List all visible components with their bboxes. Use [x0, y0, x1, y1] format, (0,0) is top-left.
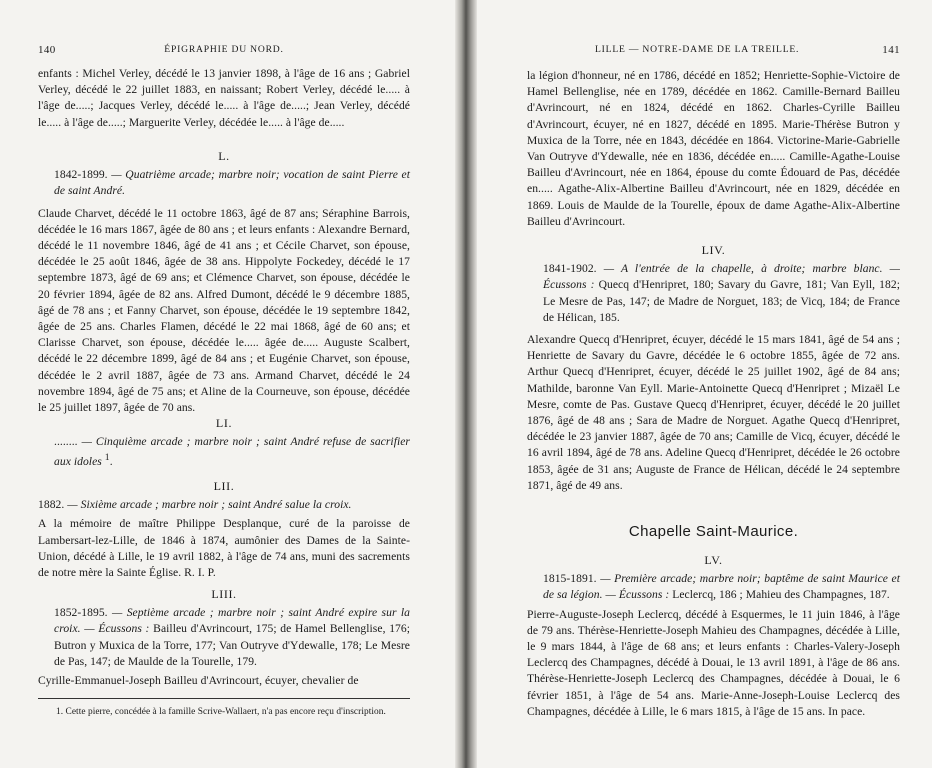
footnote-marker: 1	[104, 452, 110, 464]
ecussons-list: Quecq d'Henripret, 180; Savary du Gavre, 181; Van Eyll, 182; Le Mesre de Pas, 147; de Madre de Norguet, 183; de Vicq, 184; de France de Hélican, 185.	[543, 278, 900, 324]
section-date: 1842-1899.	[54, 168, 108, 182]
section-heading	[38, 434, 410, 470]
left-running-title: ÉPIGRAPHIE DU NORD.	[164, 44, 284, 55]
section-tail: .	[109, 455, 113, 469]
section-number: LII.	[213, 479, 235, 493]
section-LV	[527, 552, 900, 720]
continuation-text: enfants : Michel Verley, décédé le 13 janvier 1898, à l'âge de 16 ans ; Gabriel Verley, décédé le 22 juillet 1883, en naissant; Robert Verley, décédé le..... à l'âge de.....; Jacques Verley, décédé le..... à l'âge de.....; Jean Verley, décédé le..... à l'âge de.....; Marguerite Verley, décédée le..... à l'âge de.....	[38, 67, 410, 129]
section-date: 1841-1902.	[543, 262, 597, 276]
footnote-rule	[38, 698, 410, 699]
section-heading	[527, 261, 900, 326]
ecussons-list: Bailleu d'Avrincourt, 175; de Hamel Bellenglise, 176; Butron y Muxica de la Torre, 177; Van Outryve d'Ydewalle, 178; Le Mesre de Pas, 147; de Maulde de la Tourelle, 179.	[54, 622, 411, 668]
section-body: Pierre-Auguste-Joseph Leclercq, décédé à Esquermes, le 11 juin 1846, à l'âge de 79 ans. Thérèse-Henriette-Joseph Mahieu des Champagnes, décédée à Lille, le 9 mars 1844, à l'âge de 68 ans; et leurs enfants : Charles-Valery-Joseph Leclercq des Champagnes, décédé à Douai, le 13 avril 1891, à l'âge de 86 ans. Thérèse-Henriette-Joseph Leclercq des Champagnes, décédée à Douai, le 6 février 1851, à l'âge de 54 ans. Marie-Anne-Joseph-Louise Leclercq des Champagnes, décédée à Lille, le 6 mars 1815, à l'âge de 15 ans. In pace.	[527, 607, 900, 718]
section-body: Alexandre Quecq d'Henripret, écuyer, décédé le 15 mars 1841, âgé de 54 ans ; Henriette de Savary du Gavre, décédée le 6 octobre 1855, âgée de 72 ans. Arthur Quecq d'Henripret, écuyer, décédé le 25 juillet 1902, âgé de 84 ans; Mathilde, baronne Van Eyll. Marie-Antoinette Quecq d'Henripret ; Mizaël Le Mesre, comte de Pas. Gustave Quecq d'Henripret, écuyer, décédé le 20 juillet 1876, âgé de 48 ans ; Sara de Madre de Norguet. Agathe Quecq d'Henripret, décédée le 23 janvier 1887, âgée de 70 ans; Camille de Vicq, écuyer, décédé le 16 avril 1894, âgé de 78 ans. Adeline Quecq d'Henripret, décédée le 26 octobre 1853, âgée de 31 ans; Auguste de France de Hélican, décédé le 24 septembre 1871, âgé de 49 ans.	[527, 333, 900, 492]
section-heading	[527, 571, 900, 603]
ecussons-list: Leclercq, 186 ; Mahieu des Champagnes, 187.	[672, 588, 890, 602]
section-heading	[38, 497, 410, 513]
left-continuation	[38, 66, 410, 131]
left-page-number: 140	[38, 44, 56, 56]
book-gutter	[455, 0, 477, 768]
left-running-head	[38, 42, 410, 56]
section-number: LV.	[704, 553, 723, 567]
section-LI	[38, 415, 410, 470]
right-running-head	[527, 42, 900, 56]
ecussons-label: Écussons :	[98, 622, 150, 636]
section-date: 1815-1891.	[543, 572, 597, 586]
section-description: — Septième arcade ; marbre noir ; saint André expire sur la croix. —	[54, 606, 410, 636]
section-heading	[38, 605, 410, 670]
footnote-text: 1. Cette pierre, concédée à la famille Scrive-Wallaert, n'a pas encore reçu d'inscription.	[56, 707, 386, 717]
section-number: L.	[218, 149, 230, 163]
section-number: LIV.	[701, 243, 726, 257]
ecussons-label: Écussons :	[543, 278, 595, 292]
section-date: 1852-1895.	[54, 606, 108, 620]
section-description: — Première arcade; marbre noir; baptême de saint Maurice et de sa légion. —	[543, 572, 900, 602]
section-L	[38, 148, 410, 416]
section-body: A la mémoire de maître Philippe Desplanque, curé de la paroisse de Lambersart-lez-Lille, de 1846 à 1874, aumônier des Dames de la Sainte-Union, décédé à Lille, le 19 avril 1882, à l'âge de 74 ans, muni des sacrements de notre mère la Sainte Église. R. I. P.	[38, 517, 410, 580]
continuation-text: la légion d'honneur, né en 1786, décédé en 1852; Henriette-Sophie-Victoire de Hamel Bellenglise, née en 1789, décédée en 1862. Camille-Bernard Bailleu d'Avrincourt, né en 1824, décédé en 1862. Charles-Cyrille Bailleu d'Avrincourt, écuyer, né en 1827, décédé en 1895. Marie-Thérèse Butron y Muxica de la Torre, née en 1843, décédée en 1864. Victorine-Marie-Gabrielle Van Outryve d'Ydewalle, née en 1836, décédée en..... Camille-Agathe-Louise Bailleu d'Avrincourt, née en 1864, épouse du comte Édouard de Pas, décédée en..... Agathe-Alix-Albertine Bailleu d'Avrincourt, née en 1829, décédée en 1869. Louis de Maulde de la Tourelle, époux de dame Agathe-Alix-Albertine Bailleu d'Avrincourt.	[527, 69, 900, 228]
section-LII	[38, 478, 410, 581]
section-description: — A l'entrée de la chapelle, à droite; marbre blanc. —	[603, 262, 900, 276]
section-body: Claude Charvet, décédé le 11 octobre 1863, âgé de 87 ans; Séraphine Barrois, décédée le 16 mars 1867, âgée de 80 ans ; et leurs enfants : Alexandre Bernard, décédé le 11 novembre 1846, âgé de 41 ans ; et Cécile Charvet, son épouse, décédée le 25 août 1846, âgée de 38 ans. Hippolyte Fockedey, décédé le 17 septembre 1873, âgé de 69 ans; et Clémence Charvet, son épouse, décédée le 20 février 1894, âgée de 82 ans. Alfred Dumont, décédé le 9 décembre 1885, âgé de 78 ans ; et Fanny Charvet, son épouse, décédée le 19 septembre 1842, âgée de 25 ans. Charles Flamen, décédé le 22 mai 1868, âgé de 60 ans; et Clarisse Charvet, son épouse, décédée le..... âgée de..... Auguste Scalbert, décédé le 22 décembre 1899, âgé de 84 ans ; et Eugénie Charvet, son épouse, décédée le 2 avril 1887, âgée de 73 ans. Armand Charvet, décédé le 24 novembre 1894, âgé de 75 ans; et Aline de la Courneuve, son épouse, décédée le 25 juillet 1897, âgée de 70 ans.	[38, 206, 410, 415]
section-LIV	[527, 242, 900, 494]
section-number: LI.	[215, 416, 233, 430]
section-body: Cyrille-Emmanuel-Joseph Bailleu d'Avrincourt, écuyer, chevalier de	[38, 674, 359, 688]
chapel-title: Chapelle Saint-Maurice.	[628, 523, 799, 540]
right-continuation	[527, 68, 900, 230]
section-LIII	[38, 586, 410, 689]
section-description: — Cinquième arcade ; marbre noir ; saint André refuse de sacrifier aux idoles	[54, 435, 410, 469]
left-page	[38, 0, 410, 768]
section-description: — Quatrième arcade; marbre noir; vocation de saint Pierre et de saint André.	[54, 168, 411, 198]
section-date: ........	[54, 435, 78, 449]
section-number: LIII.	[211, 587, 237, 601]
chapel-heading-block	[527, 524, 900, 540]
footnote	[38, 706, 410, 718]
section-date: 1882.	[38, 498, 65, 512]
right-page-number: 141	[882, 44, 900, 56]
right-running-title: LILLE — NOTRE-DAME DE LA TREILLE.	[595, 44, 800, 55]
right-page	[527, 0, 900, 768]
section-heading	[38, 167, 410, 199]
section-description: — Sixième arcade ; marbre noir ; saint André salue la croix.	[67, 498, 352, 512]
ecussons-label: Écussons :	[618, 588, 670, 602]
